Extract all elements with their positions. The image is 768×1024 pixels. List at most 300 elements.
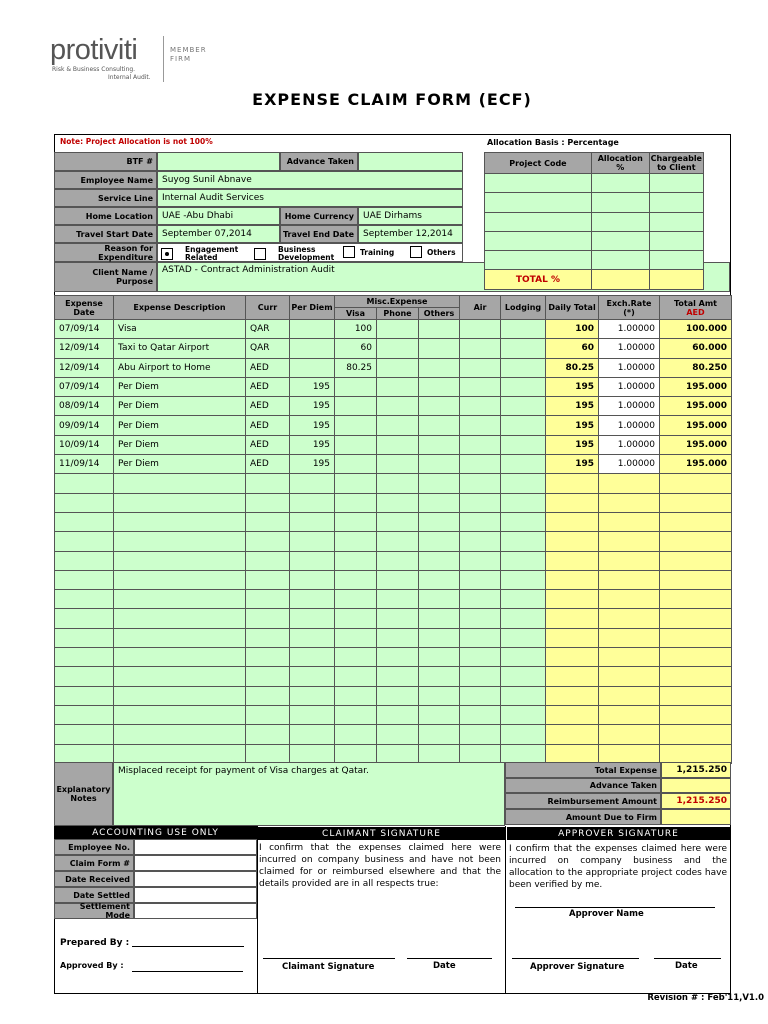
reason-others[interactable]: [410, 246, 456, 258]
expense-exch-rate-cell[interactable]: [599, 532, 660, 551]
expense-lodging-cell[interactable]: [501, 532, 546, 551]
expense-air-cell[interactable]: [460, 744, 501, 763]
alloc-project-cell[interactable]: [485, 193, 592, 212]
approver-name-line[interactable]: [515, 907, 715, 908]
claimant-signature-line[interactable]: [263, 958, 395, 959]
expense-phone-cell[interactable]: [377, 474, 419, 493]
expense-currency-cell[interactable]: [246, 686, 290, 705]
expense-visa-cell[interactable]: [335, 455, 377, 474]
expense-air-cell[interactable]: [460, 455, 501, 474]
expense-date-cell[interactable]: [55, 609, 114, 628]
expense-perdiem-cell[interactable]: [290, 609, 335, 628]
expense-perdiem-cell[interactable]: 195: [290, 416, 335, 435]
expense-lodging-cell[interactable]: [501, 377, 546, 396]
expense-others-cell[interactable]: [419, 455, 460, 474]
expense-currency-cell[interactable]: AED: [246, 416, 290, 435]
expense-description-cell[interactable]: [114, 686, 246, 705]
expense-phone-cell[interactable]: [377, 725, 419, 744]
expense-phone-cell[interactable]: [377, 551, 419, 570]
expense-air-cell[interactable]: [460, 532, 501, 551]
expense-lodging-cell[interactable]: [501, 416, 546, 435]
expense-air-cell[interactable]: [460, 628, 501, 647]
expense-description-cell[interactable]: [114, 725, 246, 744]
expense-date-cell[interactable]: 07/09/14: [55, 320, 114, 339]
expense-date-cell[interactable]: [55, 667, 114, 686]
expense-currency-cell[interactable]: [246, 512, 290, 531]
expense-row: [55, 532, 732, 551]
expense-perdiem-cell[interactable]: [290, 628, 335, 647]
expense-air-cell[interactable]: [460, 648, 501, 667]
expense-phone-cell[interactable]: [377, 590, 419, 609]
expense-air-cell[interactable]: [460, 705, 501, 724]
acct-date-settled-label: Date Settled: [54, 887, 134, 903]
expense-others-cell[interactable]: [419, 416, 460, 435]
reason-training[interactable]: [343, 246, 394, 258]
expense-date-cell[interactable]: [55, 590, 114, 609]
expense-perdiem-cell[interactable]: [290, 570, 335, 589]
expense-exch-rate-cell[interactable]: 1.00000: [599, 435, 660, 454]
expense-phone-cell[interactable]: [377, 744, 419, 763]
expense-phone-cell[interactable]: [377, 686, 419, 705]
claimant-date-line[interactable]: [407, 958, 492, 959]
expense-visa-cell[interactable]: [335, 435, 377, 454]
expense-visa-cell[interactable]: [335, 532, 377, 551]
expense-others-cell[interactable]: [419, 667, 460, 686]
expense-lodging-cell[interactable]: [501, 474, 546, 493]
expense-others-cell[interactable]: [419, 397, 460, 416]
expense-daily-total-cell: [546, 512, 599, 531]
expense-description-cell[interactable]: [114, 493, 246, 512]
expense-phone-cell[interactable]: [377, 532, 419, 551]
expense-others-cell[interactable]: [419, 590, 460, 609]
expense-exch-rate-cell[interactable]: [599, 493, 660, 512]
reason-training-checkbox[interactable]: [343, 246, 355, 258]
expense-perdiem-cell[interactable]: [290, 474, 335, 493]
logo-tagline2: Internal Audit.: [108, 74, 151, 81]
expense-row: [55, 435, 732, 454]
alloc-pct-cell[interactable]: [591, 212, 649, 231]
expense-date-cell[interactable]: [55, 744, 114, 763]
expense-visa-cell[interactable]: [335, 744, 377, 763]
expense-phone-cell[interactable]: [377, 609, 419, 628]
expense-phone-cell[interactable]: [377, 320, 419, 339]
expense-others-cell[interactable]: [419, 320, 460, 339]
expense-currency-cell[interactable]: QAR: [246, 339, 290, 358]
expense-air-cell[interactable]: [460, 435, 501, 454]
reason-others-checkbox[interactable]: [410, 246, 422, 258]
expense-date-cell[interactable]: [55, 725, 114, 744]
expense-phone-cell[interactable]: [377, 455, 419, 474]
expense-perdiem-cell[interactable]: 195: [290, 435, 335, 454]
expense-perdiem-cell[interactable]: [290, 320, 335, 339]
expense-phone-cell[interactable]: [377, 705, 419, 724]
expense-currency-cell[interactable]: [246, 570, 290, 589]
expense-visa-cell[interactable]: [335, 474, 377, 493]
alloc-total-blank: [649, 270, 703, 289]
expense-daily-total-cell: 80.25: [546, 358, 599, 377]
expense-visa-cell[interactable]: [335, 416, 377, 435]
expense-currency-cell[interactable]: AED: [246, 435, 290, 454]
expense-others-cell[interactable]: [419, 551, 460, 570]
expense-exch-rate-cell[interactable]: 1.00000: [599, 320, 660, 339]
reason-training-label: Training: [360, 247, 395, 257]
expense-air-cell[interactable]: [460, 667, 501, 686]
label-travel-start: Travel Start Date: [54, 225, 157, 243]
expense-visa-cell[interactable]: [335, 512, 377, 531]
expense-currency-cell[interactable]: [246, 609, 290, 628]
expense-phone-cell[interactable]: [377, 416, 419, 435]
expense-lodging-cell[interactable]: [501, 648, 546, 667]
expense-date-cell[interactable]: [55, 648, 114, 667]
expense-perdiem-cell[interactable]: [290, 648, 335, 667]
expense-others-cell[interactable]: [419, 512, 460, 531]
expense-air-cell[interactable]: [460, 320, 501, 339]
acct-date-settled-field[interactable]: [134, 887, 257, 903]
expense-description-cell[interactable]: Taxi to Qatar Airport: [114, 339, 246, 358]
expense-visa-cell[interactable]: [335, 551, 377, 570]
approver-signature-label: Approver Signature: [530, 962, 625, 972]
expense-phone-cell[interactable]: [377, 358, 419, 377]
expense-air-cell[interactable]: [460, 397, 501, 416]
expense-exch-rate-cell[interactable]: [599, 590, 660, 609]
expense-description-cell[interactable]: [114, 474, 246, 493]
expense-lodging-cell[interactable]: [501, 590, 546, 609]
expense-others-cell[interactable]: [419, 686, 460, 705]
expense-description-cell[interactable]: [114, 512, 246, 531]
expense-exch-rate-cell[interactable]: [599, 628, 660, 647]
approver-date-line[interactable]: [654, 958, 721, 959]
expense-exch-rate-cell[interactable]: [599, 551, 660, 570]
expense-exch-rate-cell[interactable]: [599, 744, 660, 763]
expense-currency-cell[interactable]: [246, 705, 290, 724]
expense-lodging-cell[interactable]: [501, 512, 546, 531]
expense-description-cell[interactable]: Visa: [114, 320, 246, 339]
expense-lodging-cell[interactable]: [501, 320, 546, 339]
expense-lodging-cell[interactable]: [501, 493, 546, 512]
expense-exch-rate-cell[interactable]: [599, 667, 660, 686]
expense-visa-cell[interactable]: 80.25: [335, 358, 377, 377]
advance-taken-field[interactable]: [358, 152, 463, 171]
expense-phone-cell[interactable]: [377, 397, 419, 416]
acct-employee-no-field[interactable]: [134, 839, 257, 855]
expense-description-cell[interactable]: Per Diem: [114, 416, 246, 435]
expense-others-cell[interactable]: [419, 435, 460, 454]
alloc-pct-cell[interactable]: [591, 251, 649, 270]
expense-description-cell[interactable]: [114, 590, 246, 609]
expense-perdiem-cell[interactable]: [290, 512, 335, 531]
expense-air-cell[interactable]: [460, 609, 501, 628]
expense-exch-rate-cell[interactable]: [599, 686, 660, 705]
expense-description-cell[interactable]: Per Diem: [114, 455, 246, 474]
expense-phone-cell[interactable]: [377, 667, 419, 686]
expense-date-cell[interactable]: [55, 686, 114, 705]
allocation-note: Note: Project Allocation is not 100%: [60, 137, 213, 146]
expense-date-cell[interactable]: [55, 474, 114, 493]
expense-visa-cell[interactable]: [335, 397, 377, 416]
expense-date-cell[interactable]: [55, 493, 114, 512]
expense-others-cell[interactable]: [419, 358, 460, 377]
expense-currency-cell[interactable]: AED: [246, 397, 290, 416]
expense-phone-cell[interactable]: [377, 648, 419, 667]
expense-lodging-cell[interactable]: [501, 455, 546, 474]
expense-air-cell[interactable]: [460, 590, 501, 609]
expense-description-cell[interactable]: [114, 667, 246, 686]
expense-visa-cell[interactable]: 60: [335, 339, 377, 358]
expense-date-cell[interactable]: [55, 551, 114, 570]
expense-others-cell[interactable]: [419, 493, 460, 512]
expense-exch-rate-cell[interactable]: [599, 474, 660, 493]
expense-visa-cell[interactable]: [335, 648, 377, 667]
expense-lodging-cell[interactable]: [501, 705, 546, 724]
explanatory-notes-field[interactable]: Misplaced receipt for payment of Visa charges at Qatar.: [113, 762, 505, 826]
reason-engagement-l2: Related: [185, 253, 218, 262]
expense-visa-cell[interactable]: [335, 609, 377, 628]
expense-visa-cell[interactable]: [335, 493, 377, 512]
expense-date-cell[interactable]: 11/09/14: [55, 455, 114, 474]
reason-business-l2: Development: [278, 253, 335, 262]
expense-lodging-cell[interactable]: [501, 397, 546, 416]
expense-phone-cell[interactable]: [377, 570, 419, 589]
expense-lodging-cell[interactable]: [501, 744, 546, 763]
expense-date-cell[interactable]: [55, 705, 114, 724]
expense-daily-total-cell: [546, 551, 599, 570]
expense-description-cell[interactable]: [114, 648, 246, 667]
alloc-chargeable-cell[interactable]: [649, 251, 703, 270]
approver-title: APPROVER SIGNATURE: [507, 827, 730, 840]
expense-air-cell[interactable]: [460, 339, 501, 358]
expense-perdiem-cell[interactable]: [290, 686, 335, 705]
expense-others-cell[interactable]: [419, 705, 460, 724]
expense-description-cell[interactable]: [114, 744, 246, 763]
expense-phone-cell[interactable]: [377, 435, 419, 454]
expense-date-cell[interactable]: 10/09/14: [55, 435, 114, 454]
expense-currency-cell[interactable]: AED: [246, 377, 290, 396]
travel-start-field[interactable]: September 07,2014: [157, 225, 280, 243]
expense-air-cell[interactable]: [460, 512, 501, 531]
expense-date-cell[interactable]: 12/09/14: [55, 358, 114, 377]
expense-visa-cell[interactable]: 100: [335, 320, 377, 339]
expense-daily-total-cell: [546, 532, 599, 551]
expense-air-cell[interactable]: [460, 493, 501, 512]
expense-perdiem-cell[interactable]: [290, 339, 335, 358]
expense-visa-cell[interactable]: [335, 377, 377, 396]
btf-field[interactable]: [157, 152, 280, 171]
claimant-divider: [257, 826, 258, 994]
expense-exch-rate-cell[interactable]: 1.00000: [599, 358, 660, 377]
expense-phone-cell[interactable]: [377, 628, 419, 647]
alloc-chargeable-cell[interactable]: [649, 212, 703, 231]
expense-exch-rate-cell[interactable]: [599, 648, 660, 667]
travel-end-field[interactable]: September 12,2014: [358, 225, 463, 243]
expense-perdiem-cell[interactable]: [290, 551, 335, 570]
expense-currency-cell[interactable]: [246, 493, 290, 512]
expense-perdiem-cell[interactable]: [290, 667, 335, 686]
expense-daily-total-cell: [546, 667, 599, 686]
expense-exch-rate-cell[interactable]: 1.00000: [599, 339, 660, 358]
expense-others-cell[interactable]: [419, 744, 460, 763]
expense-exch-rate-cell[interactable]: [599, 705, 660, 724]
expense-lodging-cell[interactable]: [501, 339, 546, 358]
alloc-project-cell[interactable]: [485, 212, 592, 231]
alloc-pct-cell[interactable]: [591, 193, 649, 212]
expense-date-cell[interactable]: 08/09/14: [55, 397, 114, 416]
expense-currency-cell[interactable]: QAR: [246, 320, 290, 339]
expense-lodging-cell[interactable]: [501, 570, 546, 589]
expense-description-cell[interactable]: Per Diem: [114, 397, 246, 416]
expense-date-cell[interactable]: 07/09/14: [55, 377, 114, 396]
expense-date-cell[interactable]: 12/09/14: [55, 339, 114, 358]
expense-perdiem-cell[interactable]: [290, 744, 335, 763]
alloc-header-allocation: Allocation %: [591, 153, 649, 174]
expense-daily-total-cell: [546, 725, 599, 744]
expense-description-cell[interactable]: Per Diem: [114, 435, 246, 454]
expense-lodging-cell[interactable]: [501, 358, 546, 377]
expense-perdiem-cell[interactable]: [290, 705, 335, 724]
expense-description-cell[interactable]: [114, 705, 246, 724]
expense-description-cell[interactable]: [114, 532, 246, 551]
expense-visa-cell[interactable]: [335, 667, 377, 686]
alloc-chargeable-cell[interactable]: [649, 174, 703, 193]
expense-date-cell[interactable]: [55, 570, 114, 589]
expense-currency-cell[interactable]: [246, 725, 290, 744]
expense-lodging-cell[interactable]: [501, 725, 546, 744]
approved-by-label: Approved By :: [60, 961, 124, 970]
reason-engagement[interactable]: [161, 246, 238, 262]
alloc-project-cell[interactable]: [485, 174, 592, 193]
home-currency-field[interactable]: UAE Dirhams: [358, 207, 463, 225]
employee-name-field[interactable]: Suyog Sunil Abnave: [157, 171, 463, 189]
expense-visa-cell[interactable]: [335, 705, 377, 724]
alloc-project-cell[interactable]: [485, 251, 592, 270]
expense-currency-cell[interactable]: [246, 667, 290, 686]
expense-description-cell[interactable]: Abu Airport to Home: [114, 358, 246, 377]
expense-visa-cell[interactable]: [335, 628, 377, 647]
expense-air-cell[interactable]: [460, 725, 501, 744]
expense-lodging-cell[interactable]: [501, 686, 546, 705]
expense-perdiem-cell[interactable]: [290, 532, 335, 551]
expense-exch-rate-cell[interactable]: 1.00000: [599, 397, 660, 416]
service-line-field[interactable]: Internal Audit Services: [157, 189, 463, 207]
expense-description-cell[interactable]: Per Diem: [114, 377, 246, 396]
expense-phone-cell[interactable]: [377, 493, 419, 512]
expense-currency-cell[interactable]: [246, 590, 290, 609]
expense-others-cell[interactable]: [419, 474, 460, 493]
expense-description-cell[interactable]: [114, 628, 246, 647]
expense-exch-rate-cell[interactable]: 1.00000: [599, 416, 660, 435]
expense-air-cell[interactable]: [460, 686, 501, 705]
expense-perdiem-cell[interactable]: [290, 358, 335, 377]
expense-currency-cell[interactable]: AED: [246, 455, 290, 474]
reason-business-checkbox[interactable]: [254, 248, 266, 260]
expense-currency-cell[interactable]: [246, 628, 290, 647]
expense-perdiem-cell[interactable]: [290, 493, 335, 512]
expense-lodging-cell[interactable]: [501, 435, 546, 454]
expense-visa-cell[interactable]: [335, 725, 377, 744]
expense-currency-cell[interactable]: [246, 532, 290, 551]
alloc-pct-cell[interactable]: [591, 174, 649, 193]
expense-perdiem-cell[interactable]: 195: [290, 377, 335, 396]
acct-date-received-field[interactable]: [134, 871, 257, 887]
expense-others-cell[interactable]: [419, 570, 460, 589]
expense-phone-cell[interactable]: [377, 512, 419, 531]
expense-exch-rate-cell[interactable]: [599, 725, 660, 744]
expense-others-cell[interactable]: [419, 725, 460, 744]
reason-business[interactable]: [254, 246, 334, 262]
alloc-chargeable-cell[interactable]: [649, 231, 703, 250]
expense-exch-rate-cell[interactable]: 1.00000: [599, 455, 660, 474]
reason-engagement-checkbox[interactable]: [161, 248, 173, 260]
acct-claim-form-field[interactable]: [134, 855, 257, 871]
approver-signature-line[interactable]: [512, 958, 639, 959]
expense-description-cell[interactable]: [114, 570, 246, 589]
client-field[interactable]: ASTAD - Contract Administration Audit: [157, 262, 730, 292]
expense-perdiem-cell[interactable]: 195: [290, 397, 335, 416]
expense-air-cell[interactable]: [460, 377, 501, 396]
expense-lodging-cell[interactable]: [501, 667, 546, 686]
expense-description-cell[interactable]: [114, 551, 246, 570]
expense-exch-rate-cell[interactable]: [599, 512, 660, 531]
expense-exch-rate-cell[interactable]: [599, 570, 660, 589]
expense-exch-rate-cell[interactable]: [599, 609, 660, 628]
expense-lodging-cell[interactable]: [501, 551, 546, 570]
expense-air-cell[interactable]: [460, 358, 501, 377]
expense-lodging-cell[interactable]: [501, 609, 546, 628]
acct-settlement-mode-field[interactable]: [134, 903, 257, 919]
col-daily-total: Daily Total: [546, 296, 599, 320]
alloc-project-cell[interactable]: [485, 231, 592, 250]
expense-phone-cell[interactable]: [377, 339, 419, 358]
expense-currency-cell[interactable]: AED: [246, 358, 290, 377]
expense-others-cell[interactable]: [419, 628, 460, 647]
expense-lodging-cell[interactable]: [501, 628, 546, 647]
expense-currency-cell[interactable]: [246, 648, 290, 667]
col-expense-date: Expense Date: [55, 296, 114, 320]
expense-air-cell[interactable]: [460, 474, 501, 493]
expense-visa-cell[interactable]: [335, 590, 377, 609]
expense-date-cell[interactable]: [55, 628, 114, 647]
expense-date-cell[interactable]: [55, 512, 114, 531]
alloc-header-chargeable: Chargeable to Client: [650, 154, 702, 172]
expense-phone-cell[interactable]: [377, 377, 419, 396]
expense-air-cell[interactable]: [460, 551, 501, 570]
expense-others-cell[interactable]: [419, 339, 460, 358]
expense-others-cell[interactable]: [419, 377, 460, 396]
expense-date-cell[interactable]: 09/09/14: [55, 416, 114, 435]
prepared-by-line[interactable]: [132, 946, 244, 947]
expense-perdiem-cell[interactable]: [290, 590, 335, 609]
expense-perdiem-cell[interactable]: [290, 725, 335, 744]
alloc-chargeable-cell[interactable]: [649, 193, 703, 212]
expense-visa-cell[interactable]: [335, 686, 377, 705]
alloc-total-value: [591, 270, 649, 289]
expense-currency-cell[interactable]: [246, 474, 290, 493]
expense-perdiem-cell[interactable]: 195: [290, 455, 335, 474]
expense-currency-cell[interactable]: [246, 551, 290, 570]
expense-air-cell[interactable]: [460, 570, 501, 589]
expense-currency-cell[interactable]: [246, 744, 290, 763]
alloc-pct-cell[interactable]: [591, 231, 649, 250]
expense-air-cell[interactable]: [460, 416, 501, 435]
home-location-field[interactable]: UAE -Abu Dhabi: [157, 207, 280, 225]
expense-others-cell[interactable]: [419, 648, 460, 667]
expense-visa-cell[interactable]: [335, 570, 377, 589]
expense-exch-rate-cell[interactable]: 1.00000: [599, 377, 660, 396]
expense-others-cell[interactable]: [419, 609, 460, 628]
approved-by-line[interactable]: [132, 971, 243, 972]
expense-others-cell[interactable]: [419, 532, 460, 551]
expense-description-cell[interactable]: [114, 609, 246, 628]
expense-date-cell[interactable]: [55, 532, 114, 551]
